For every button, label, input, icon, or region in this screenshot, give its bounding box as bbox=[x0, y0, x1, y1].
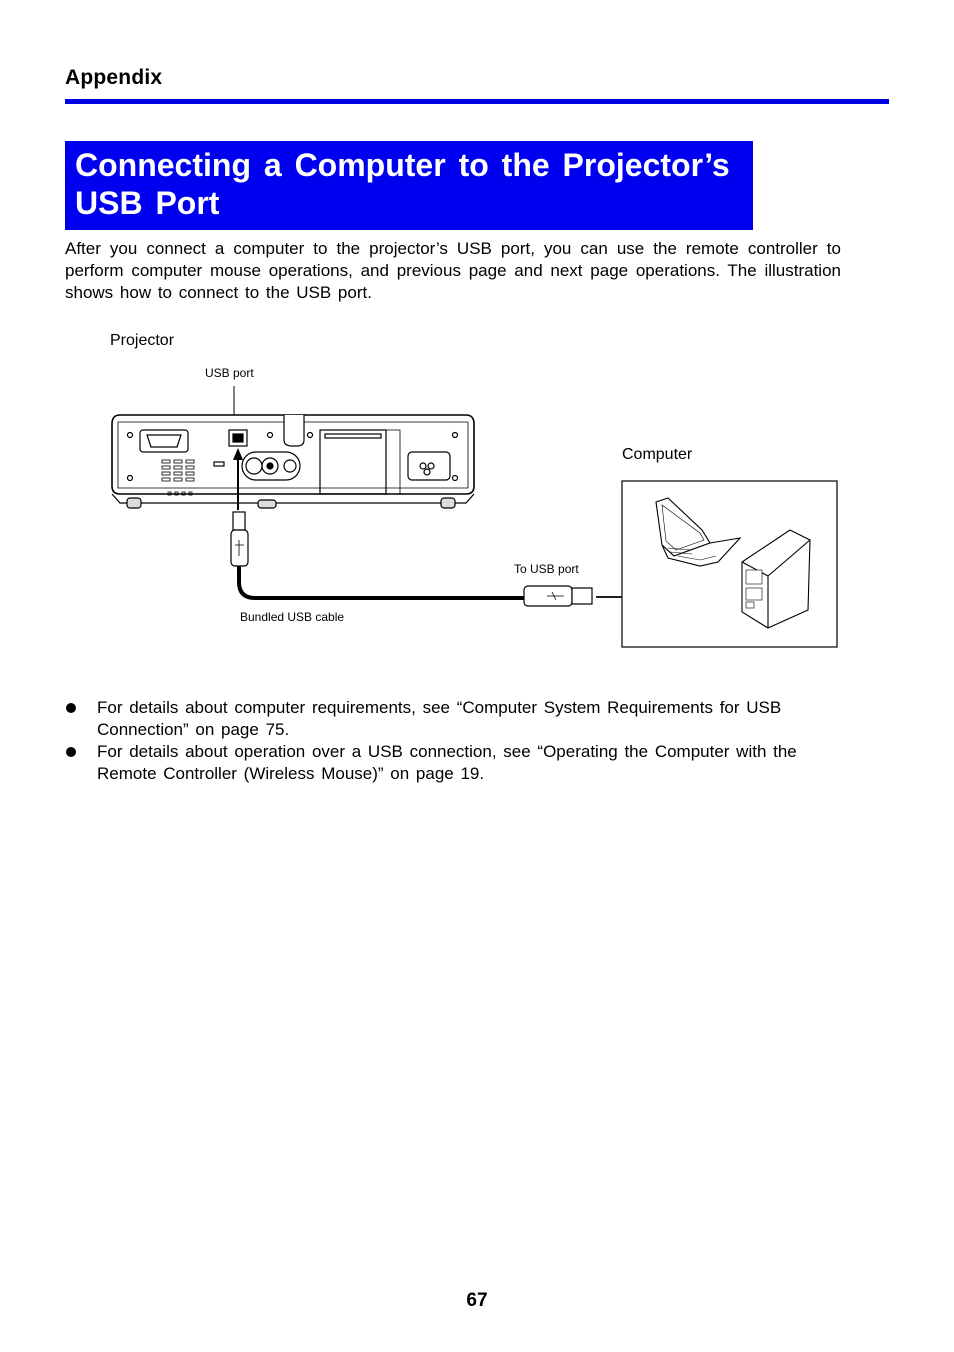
section-label: Appendix bbox=[65, 66, 163, 89]
list-item bbox=[65, 741, 855, 785]
tower-pc-illustration bbox=[742, 530, 810, 628]
computer-label: Computer bbox=[622, 446, 693, 463]
to-usb-port-label: To USB port bbox=[514, 562, 579, 576]
usb-cable bbox=[239, 566, 524, 598]
notes-list bbox=[65, 697, 855, 785]
intro-paragraph: After you connect a computer to the projector’s USB port, you can use the remote controller to perform computer mouse operations, and previous page and next page operations. The illustration shows how to connect to the USB port. bbox=[65, 239, 841, 302]
cable-label: Bundled USB cable bbox=[240, 610, 345, 624]
list-item bbox=[65, 697, 855, 741]
page-title: Connecting a Computer to the Projector’s USB Port bbox=[75, 147, 730, 221]
computer-frame bbox=[622, 481, 837, 647]
page-number: 67 bbox=[466, 1290, 488, 1311]
page-title-banner bbox=[65, 141, 753, 230]
projector-label: Projector bbox=[110, 332, 175, 349]
usb-b-plug bbox=[231, 512, 248, 566]
usb-port-label: USB port bbox=[205, 366, 254, 380]
list-item-text: For details about computer requirements, see “Computer System Requirements for USB Connection” on page 75. bbox=[97, 698, 782, 739]
laptop-illustration bbox=[656, 498, 740, 566]
usb-a-plug bbox=[524, 586, 592, 606]
bullet-icon bbox=[66, 703, 76, 713]
projector-illustration bbox=[112, 415, 474, 508]
list-item-text: For details about operation over a USB connection, see “Operating the Computer with the Remote Controller (Wireless Mouse)” on page 19. bbox=[97, 742, 797, 783]
section-divider bbox=[65, 99, 889, 104]
bullet-icon bbox=[66, 747, 76, 757]
